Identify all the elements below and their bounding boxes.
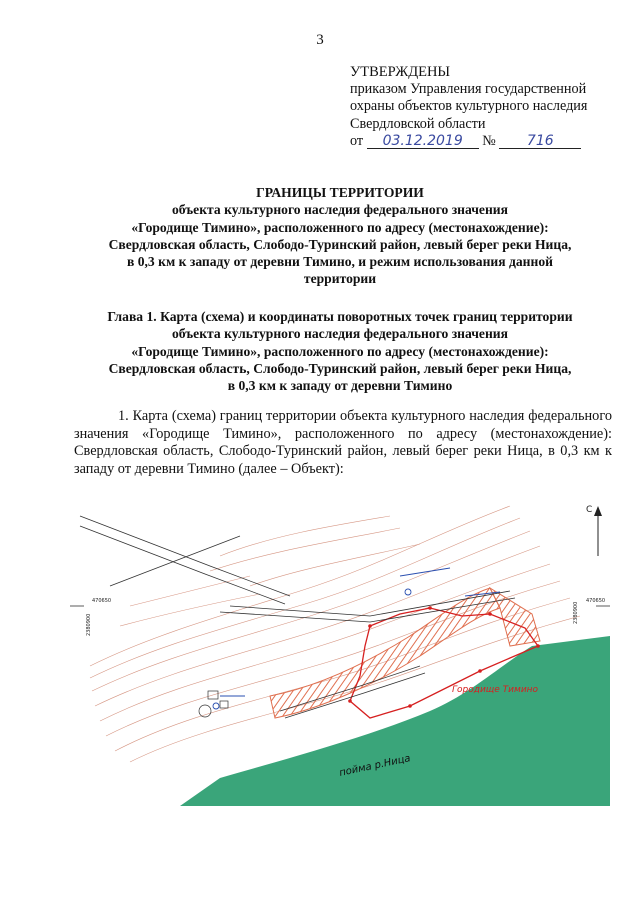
map-svg (70, 496, 610, 806)
title-line-4: Свердловская область, Слободо-Туринский район, левый берег реки Ница, (108, 236, 572, 252)
approval-date: 03.12.2019 (367, 134, 479, 149)
river-label: пойма р.Ница (338, 753, 412, 779)
title-line-2: объекта культурного наследия федерального значения (172, 202, 508, 218)
title-line-5: в 0,3 км к западу от деревни Тимино, и режим использования данной (127, 254, 553, 270)
title-line-6: территории (303, 271, 377, 287)
paragraph-1: 1. Карта (схема) границ территории объекта культурного наследия федерального значения «Городище Тимино», расположенного по адресу (местонахождение): Свердловская область, Слободо-Туринский район, левый берег реки Ница, в 0,3 км к западу от деревни Тимино (далее – Объект): (74, 408, 612, 477)
chapter-title (70, 308, 610, 394)
approval-line-2: охраны объектов культурного наследия (350, 98, 588, 115)
document-title (70, 184, 610, 288)
site-label: Городище Тимино (452, 685, 539, 695)
approval-number: 716 (499, 134, 581, 149)
approval-block (350, 64, 640, 150)
number-label: № (482, 132, 496, 149)
coord-side-right: 2380900 (573, 601, 579, 624)
coord-top-right: 470650 (586, 598, 606, 604)
coord-top-left: 470650 (92, 598, 112, 604)
approval-date-row (350, 133, 640, 150)
title-line-3: «Городище Тимино», расположенного по адресу (местонахождение): (131, 219, 549, 235)
chapter-line-5: в 0,3 км к западу от деревни Тимино (227, 378, 453, 394)
coord-side-left: 2380900 (86, 613, 92, 636)
approval-line-3: Свердловской области (350, 115, 486, 132)
page-number: 3 (316, 32, 324, 48)
north-arrow-icon (594, 506, 602, 556)
chapter-line-4: Свердловская область, Слободо-Туринский район, левый берег реки Ница, (108, 360, 572, 376)
approval-title: УТВЕРЖДЕНЫ (350, 64, 451, 80)
approval-line-1: приказом Управления государственной (350, 81, 587, 98)
chapter-line-1: Глава 1. Карта (схема) и координаты поворотных точек границ территории (107, 309, 573, 324)
chapter-line-3: «Городище Тимино», расположенного по адресу (местонахождение): (131, 343, 549, 359)
title-line-1: ГРАНИЦЫ ТЕРРИТОРИИ (256, 185, 424, 200)
chapter-line-2: объекта культурного наследия федерального значения (172, 326, 508, 342)
from-label: от (350, 132, 364, 149)
north-label: С (586, 505, 593, 515)
boundary-map (70, 496, 610, 806)
